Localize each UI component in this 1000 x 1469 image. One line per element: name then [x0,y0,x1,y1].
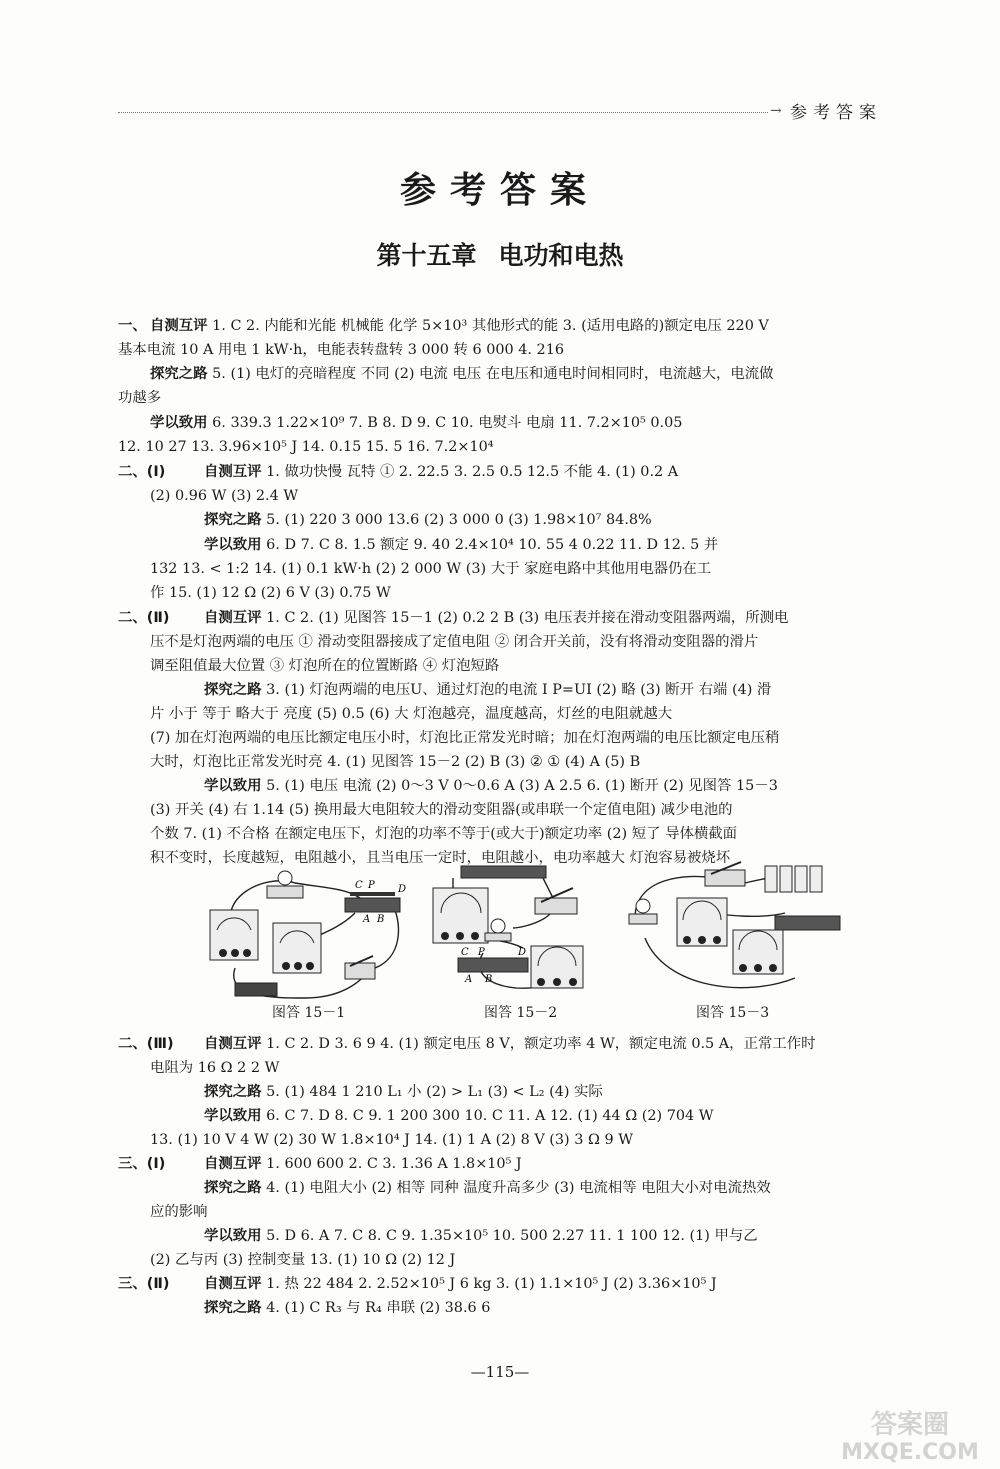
category-label: 学以致用 [204,537,262,553]
answer-text: 电阻为 16 Ω 2 2 W [150,1060,280,1076]
fig2-label-d: D [518,947,527,958]
section-marker: 一、 [118,318,147,334]
answer-line [150,824,737,844]
fig2-label-p: P [478,947,485,958]
answer-text: 基本电流 10 A 用电 1 kW·h，电能表转盘转 3 000 转 6 000 4. 216 [118,342,565,358]
answer-text: 个数 7. (1) 不合格 在额定电压下，灯泡的功率不等于(或大于)额定功率 (2) 短了 导体横截面 [150,826,738,842]
category-label: 自测互评 [204,464,262,480]
answer-text: 132 13. < 1:2 14. (1) 0.1 kW·h (2) 2 000 W (3) 大于 家庭电路中其他用电器仍在工 [150,561,712,577]
answer-text: 自测互评 1. C 2. (1) 见图答 15－1 (2) 0.2 2 B (3) 电压表并接在滑动变阻器两端，所测电 [204,610,789,626]
chapter-number: 第十五章 [376,241,477,270]
answer-text: 探究之路 4. (1) C R₃ 与 R₄ 串联 (2) 38.6 6 [204,1300,491,1316]
answer-line [118,1034,816,1054]
answer-line [150,364,774,384]
answer-line [118,388,161,408]
answer-text: 学以致用 5. D 6. A 7. C 8. C 9. 1.35×10⁵ 10. 500 2.27 11. 1 100 12. (1) 甲与乙 [204,1228,758,1244]
answer-line [150,1130,633,1150]
answer-text: 自测互评 1. 热 22 484 2. 2.52×10⁵ J 6 kg 3. (1) 1.1×10⁵ J (2) 3.36×10⁵ J [204,1276,717,1292]
section-marker: 二、(Ⅲ) [118,1036,174,1052]
answer-text: 自测互评 1. 做功快慢 瓦特 ① 2. 22.5 3. 2.5 0.5 12.5 不能 4. (1) 0.2 A [204,464,679,480]
category-label: 自测互评 [204,1276,262,1292]
answer-line [118,1274,717,1294]
category-label: 自测互评 [204,1036,262,1052]
answer-text: 学以致用 5. (1) 电压 电流 (2) 0～3 V 0～0.6 A (3) A 2.5 6. (1) 断开 (2) 见图答 15－3 [204,778,778,794]
answer-line [150,1250,455,1270]
answer-text: 学以致用 6. D 7. C 8. 1.5 额定 9. 40 2.4×10⁴ 10. 55 4 0.22 11. D 12. 5 并 [204,537,719,553]
answer-text: 作 15. (1) 12 Ω (2) 6 V (3) 0.75 W [150,585,391,601]
answer-line [204,1082,603,1102]
answer-line [204,1106,714,1126]
answer-text: 探究之路 4. (1) 电阻大小 (2) 相等 同种 温度升高多少 (3) 电流相等 电阻大小对电流热效 [204,1180,771,1196]
fig2-label-c: C [461,947,469,958]
answer-text: (2) 0.96 W (3) 2.4 W [150,488,299,504]
answer-text: 自测互评 1. 600 600 2. C 3. 1.36 A 1.8×10⁵ J [204,1156,522,1172]
answer-line [150,559,711,579]
fig2-label-a: A [465,974,473,985]
answer-text: 探究之路 3. (1) 灯泡两端的电压U、通过灯泡的电流 I P=UI (2) 略 (3) 断开 右端 (4) 滑 [204,682,772,698]
answer-text: 探究之路 5. (1) 220 3 000 13.6 (2) 3 000 0 (3) 1.98×10⁷ 84.8% [204,512,652,528]
answer-text: 学以致用 6. C 7. D 8. C 9. 1 200 300 10. C 11. A 12. (1) 44 Ω (2) 704 W [204,1108,714,1124]
category-label: 自测互评 [150,318,208,334]
circuit-figure-2 [423,858,623,1003]
header-rule [118,112,768,113]
category-label: 探究之路 [204,682,262,698]
answer-text: 12. 10 27 13. 3.96×10⁵ J 14. 0.15 15. 5 16. 7.2×10⁴ [118,439,494,455]
answer-text: 大时，灯泡比正常发光时亮 4. (1) 见图答 15－2 (2) B (3) ② ① (4) A (5) B [150,754,641,770]
answer-line [118,316,769,336]
fig1-label-b: B [377,914,385,925]
page-number: —115— [470,1363,530,1381]
answer-text: 压不是灯泡两端的电压 ① 滑动变阻器接成了定值电阻 ② 闭合开关前，没有将滑动变阻器的滑片 [150,634,759,650]
answer-line [204,535,718,555]
answer-line [150,752,640,772]
answer-text: 探究之路 5. (1) 484 1 210 L₁ 小 (2) > L₁ (3) < L₂ (4) 实际 [204,1084,603,1100]
answer-line [150,728,779,748]
answer-line [150,800,733,820]
answer-line [150,656,499,676]
category-label: 探究之路 [204,1300,262,1316]
figure-caption-1: 图答 15－1 [272,1005,346,1021]
fig2-label-b: B [485,974,493,985]
answer-line [204,776,778,796]
answer-line [204,1298,490,1318]
category-label: 探究之路 [204,512,262,528]
category-label: 学以致用 [204,1108,262,1124]
fig1-label-a: A [363,914,371,925]
answer-line [118,462,678,482]
header-label: 参考答案 [790,103,882,123]
chapter-name: 电功和电热 [498,241,624,270]
category-label: 学以致用 [150,415,208,431]
watermark-top: 答案圈 [870,1410,950,1440]
answer-text: (7) 加在灯泡两端的电压比额定电压小时，灯泡比正常发光时暗；加在灯泡两端的电压比额定电压稍 [150,730,780,746]
answer-text: 探究之路 5. (1) 电灯的亮暗程度 不同 (2) 电流 电压 在电压和通电时间相同时，电流越大，电流做 [150,366,774,382]
category-label: 探究之路 [150,366,208,382]
answer-text: 功越多 [118,390,162,406]
answer-line [150,1058,279,1078]
answer-text: 片 小于 等于 略大于 亮度 (5) 0.5 (6) 大 灯泡越亮，温度越高，灯丝的电阻就越大 [150,706,673,722]
answer-text: 积不变时，长度越短，电阻越小，且当电压一定时，电阻越小，电功率越大 灯泡容易被烧坏 [150,850,731,866]
answer-text: (3) 开关 (4) 右 1.14 (5) 换用最大电阻较大的滑动变阻器(或串联一个定值电阻) 减少电池的 [150,802,733,818]
answer-text: 学以致用 6. 339.3 1.22×10⁹ 7. B 8. D 9. C 10. 电熨斗 电扇 11. 7.2×10⁵ 0.05 [150,415,683,431]
answer-text: 13. (1) 10 V 4 W (2) 30 W 1.8×10⁴ J 14. (1) 1 A (2) 8 V (3) 3 Ω 9 W [150,1132,634,1148]
answer-line [150,704,672,724]
answer-line [204,510,652,530]
section-marker: 三、(Ⅱ) [118,1276,170,1292]
answer-line [150,1202,208,1222]
answer-text: 自测互评 1. C 2. 内能和光能 机械能 化学 5×10³ 其他形式的能 3. (适用电路的)额定电压 220 V [150,318,769,334]
circuit-figure-1 [195,858,410,1003]
answer-line [150,583,391,603]
category-label: 学以致用 [204,778,262,794]
answer-line [204,1226,758,1246]
figure-caption-3: 图答 15－3 [696,1005,770,1021]
answer-text: 自测互评 1. C 2. D 3. 6 9 4. (1) 额定电压 8 V，额定功率 4 W，额定电流 0.5 A，正常工作时 [204,1036,816,1052]
section-marker: 二、(Ⅰ) [118,464,166,480]
section-marker: 二、(Ⅱ) [118,610,170,626]
answer-text: 调至阻值最大位置 ③ 灯泡所在的位置断路 ④ 灯泡短路 [150,658,500,674]
answer-line [204,1178,771,1198]
answer-line [118,608,788,628]
chapter-title [0,236,1000,272]
category-label: 自测互评 [204,610,262,626]
figure-caption-2: 图答 15－2 [484,1005,558,1021]
answer-text: 应的影响 [150,1204,208,1220]
section-marker: 三、(Ⅰ) [118,1156,166,1172]
answer-line [204,680,771,700]
answer-line [150,486,298,506]
watermark-bottom: MXQE.COM [841,1440,979,1465]
category-label: 自测互评 [204,1156,262,1172]
category-label: 探究之路 [204,1084,262,1100]
answer-text: (2) 乙与丙 (3) 控制变量 13. (1) 10 Ω (2) 12 J [150,1252,456,1268]
page-title: 参考答案 [399,170,600,211]
answer-line [150,413,682,433]
category-label: 探究之路 [204,1180,262,1196]
answer-line [118,1154,522,1174]
fig1-label-p: P [368,880,375,891]
category-label: 学以致用 [204,1228,262,1244]
header-arrow-icon: → [770,103,782,119]
answer-line [118,437,494,457]
circuit-figure-3 [625,858,845,1003]
fig1-label-d: D [398,884,407,895]
watermark-logo [825,1405,995,1465]
answer-line [150,632,758,652]
answer-line [118,340,564,360]
fig1-label-c: C [355,880,363,891]
